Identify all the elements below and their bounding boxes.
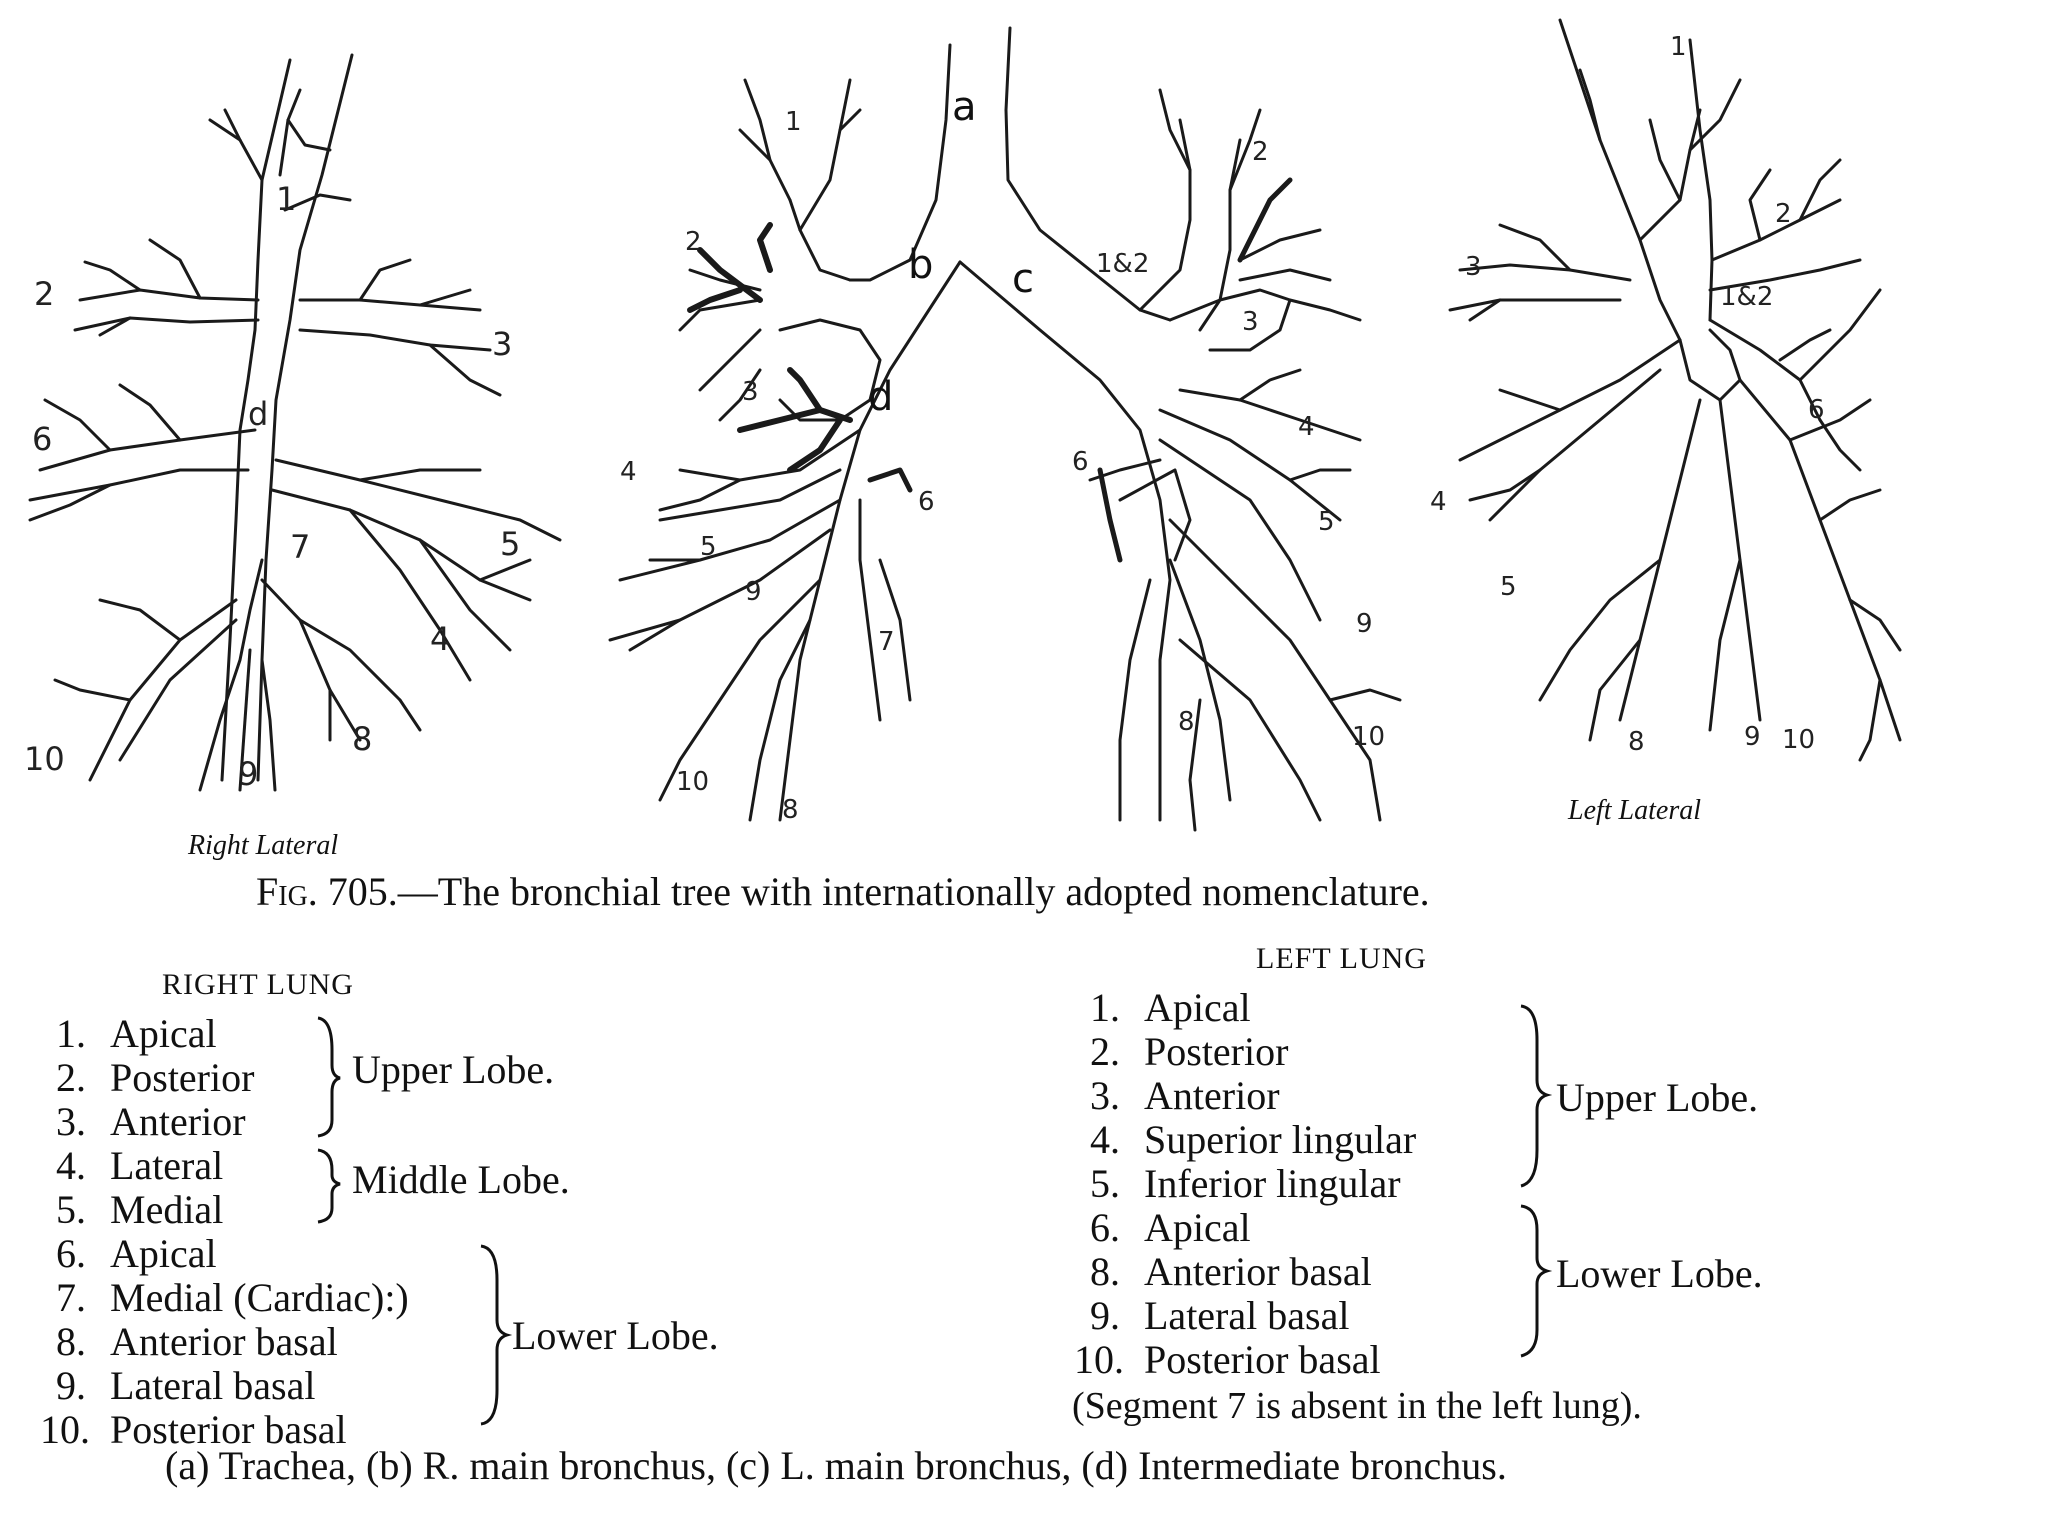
rv-label-2: 2: [34, 275, 55, 313]
right-segment-1: 1. Apical: [56, 1011, 217, 1056]
rv-label-d: d: [248, 395, 269, 433]
rv-label-4: 4: [430, 620, 451, 658]
cv-label-3-left: 3: [1242, 307, 1259, 337]
right-lung-heading: RIGHT LUNG: [162, 968, 354, 1001]
rv-label-8: 8: [352, 720, 373, 758]
rv-label-6: 6: [32, 420, 53, 458]
cv-label-5-left: 5: [1318, 507, 1335, 537]
right-segment-7: 7. Medial (Cardiac):): [56, 1275, 409, 1320]
lv-label-4: 4: [1430, 487, 1447, 517]
figure-number: Fig. 705.: [256, 869, 398, 914]
rv-label-3: 3: [492, 325, 513, 363]
rv-label-10: 10: [24, 740, 65, 778]
left-segment-4: 4. Superior lingular: [1090, 1117, 1417, 1162]
right-lower-lobe-brace: [475, 1240, 515, 1430]
cv-label-1-2: 1&2: [1096, 249, 1150, 279]
left-segment-3: 3. Anterior: [1090, 1073, 1280, 1118]
right-segment-2: 2. Posterior: [56, 1055, 255, 1100]
figure-caption: [256, 868, 1430, 915]
left-segment-10: 10. Posterior basal: [1074, 1337, 1381, 1382]
cv-label-9-left: 9: [1356, 609, 1373, 639]
lv-label-5: 5: [1500, 572, 1517, 602]
cv-label-4: 4: [620, 457, 637, 487]
lv-label-1: 1: [1670, 32, 1687, 62]
rv-label-1: 1: [276, 180, 297, 218]
lv-label-9: 9: [1744, 722, 1761, 752]
cv-label-4-left: 4: [1298, 412, 1315, 442]
label-letter-c: c: [1012, 256, 1034, 302]
left-lobe-braces: [1515, 1000, 1555, 1370]
lv-label-10: 10: [1782, 725, 1816, 755]
cv-label-5: 5: [700, 532, 717, 562]
lv-label-8: 8: [1628, 727, 1645, 757]
right-segment-6: 6. Apical: [56, 1231, 217, 1276]
left-segment-8: 8. Anterior basal: [1090, 1249, 1372, 1294]
lv-label-3: 3: [1465, 252, 1482, 282]
right-segment-4: 4. Lateral: [56, 1143, 224, 1188]
right-segment-9: 9. Lateral basal: [56, 1363, 316, 1408]
cv-label-9: 9: [745, 577, 762, 607]
left-segment-2: 2. Posterior: [1090, 1029, 1289, 1074]
cv-label-10: 10: [676, 767, 710, 797]
cv-label-2-left: 2: [1252, 137, 1269, 167]
cv-label-10-left: 10: [1352, 722, 1386, 752]
right-segment-10: 10. Posterior basal: [40, 1407, 347, 1452]
rv-label-5: 5: [500, 525, 521, 563]
right-segment-5: 5. Medial: [56, 1187, 224, 1232]
right-lateral-caption: Right Lateral: [188, 830, 339, 861]
lv-label-1-2: 1&2: [1720, 282, 1774, 312]
cv-label-1: 1: [785, 107, 802, 137]
left-segment-1: 1. Apical: [1090, 985, 1251, 1030]
right-segment-3: 3. Anterior: [56, 1099, 246, 1144]
right-lateral-tree: [30, 55, 560, 790]
segment-7-note: (Segment 7 is absent in the left lung).: [1072, 1385, 1642, 1427]
left-lateral-caption: Left Lateral: [1568, 795, 1702, 826]
right-lower-lobe-label: Lower Lobe.: [512, 1313, 719, 1358]
lv-label-6: 6: [1808, 395, 1825, 425]
center-tree: [610, 28, 1400, 830]
label-letter-a: a: [952, 84, 977, 130]
rv-label-7: 7: [290, 528, 311, 566]
cv-label-3: 3: [742, 377, 759, 407]
left-upper-lobe-label: Upper Lobe.: [1556, 1075, 1759, 1120]
label-letter-d-center: d: [868, 374, 894, 420]
label-letter-b: b: [908, 242, 934, 288]
right-lobe-braces: [310, 1010, 350, 1430]
cv-label-7: 7: [878, 627, 895, 657]
lv-label-2: 2: [1775, 199, 1792, 229]
figure-caption-text: —The bronchial tree with internationally adopted nomenclature.: [397, 869, 1430, 914]
left-segment-5: 5. Inferior lingular: [1090, 1161, 1401, 1206]
cv-label-6-left: 6: [1072, 447, 1089, 477]
cv-label-8: 8: [782, 795, 799, 825]
right-segment-8: 8. Anterior basal: [56, 1319, 338, 1364]
left-lateral-tree: [1450, 20, 1900, 760]
cv-label-6: 6: [918, 487, 935, 517]
right-upper-lobe-label: Upper Lobe.: [352, 1047, 555, 1092]
left-lower-lobe-label: Lower Lobe.: [1556, 1251, 1763, 1296]
cv-label-8-left: 8: [1178, 707, 1195, 737]
rv-label-9: 9: [238, 755, 259, 793]
right-middle-lobe-label: Middle Lobe.: [352, 1157, 570, 1202]
left-segment-9: 9. Lateral basal: [1090, 1293, 1350, 1338]
cv-label-2: 2: [685, 227, 702, 257]
left-segment-6: 6. Apical: [1090, 1205, 1251, 1250]
left-lung-heading: LEFT LUNG: [1256, 942, 1427, 975]
abbreviation-legend: (a) Trachea, (b) R. main bronchus, (c) L. main bronchus, (d) Intermediate bronchus.: [165, 1443, 1507, 1488]
